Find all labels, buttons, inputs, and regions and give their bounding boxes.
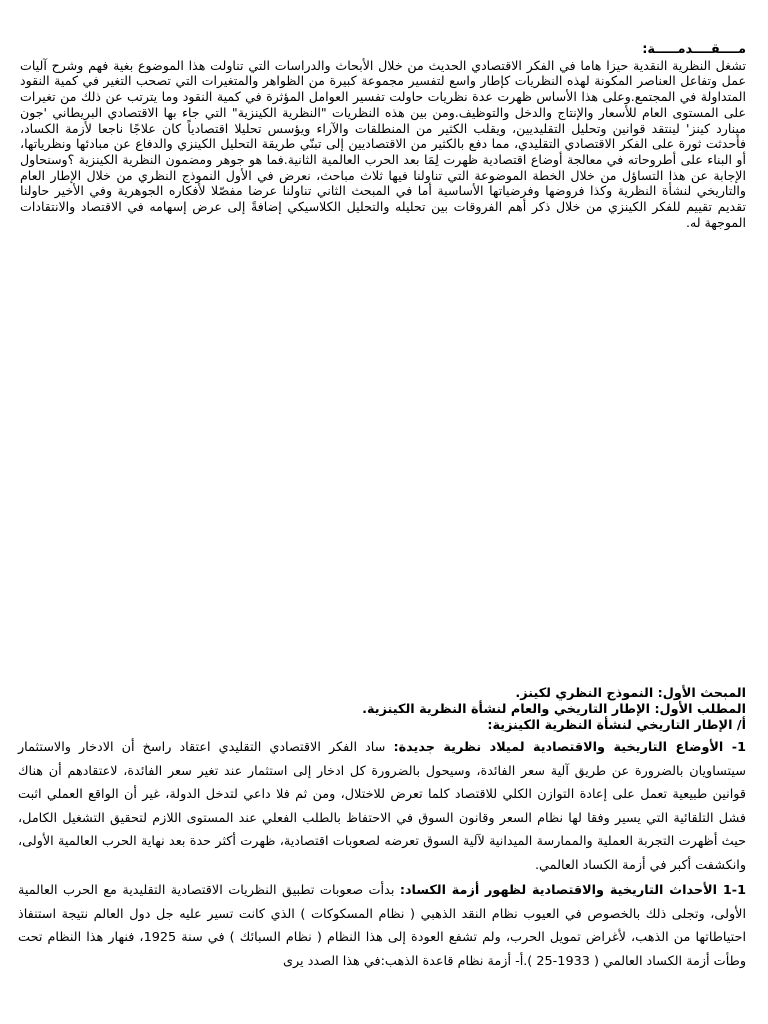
introduction-paragraph: تشغل النظرية النقدية حيزا هاما في الفكر الاقتصادي الحديث من خلال الأبحاث والدراسات التي تناولت هذا الموضوع بغية فهم وشرح آليات عمل وتفاعل العناصر المكونة لهذه النظريات كإطار واسع لتفسير مجموعة كبيرة من الظواهر والمتغيرات التي تصحب التغير في كمية النقود المتداولة في المجتمع.وعلى هذا الأساس ظهرت عدة نظريات حاولت تفسير العوامل المؤثرة في كمية النقود وما يترتب عن ذلك من تغيرات على المستوى العام للأسعار والإنتاج والدخل والتوظيف.ومن بين هذه النظريات "النظرية الكينزية" التي جاء بها الاقتصادي البريطاني 'جون مينارد كينز' لينتقد قوانين وتحليل التقليديين، ويقلب الكثير من المنطلقات والآراء ويؤسس تحليلا اقتصادياً كان علاجًا ناجعا لأزمة الكساد، فأحدثت ثورة على الفكر الاقتصادي التقليدي، مما دفع بالكثير من الاقتصاديين إلى تبنّي طريقة التحليل الكينزي والدفاع عن مبادئها ونظرياتها، أو البناء على أطروحاته في معالجة أوضاع اقتصادية ظهرت لِمَا بعد الحرب العالمية الثانية.فما هو جوهر ومضمون النظرية الكينزية ؟وسنحاول الإجابة عن هذا التساؤل من خلال الخطة الموضوعة التي تناولنا فيها ثلاث مباحث، نعرض في الأول النموذج النظري من خلال الإطار العام والتاريخي لنشأة النظرية وكذا فروضها وفرضياتها الأساسية أما في المبحث الثاني تناولنا عرضا مفصّلا لأفكاره الجوهرية وفي الأخير حاولنا تقديم تقييم للفكر الكينزي من خلال ذكر أهم الفروقات بين تحليله والتحليل الكلاسيكي إضافةً إلى عرض إسهامه في الاقتصاد والانتقادات الموجهة له. [20,57,746,230]
paragraph-text: بدأت صعوبات تطبيق النظريات الاقتصادية التقليدية مع الحرب العالمية الأولى، وتجلى ذلك بالخصوص في العيوب نظام النقد الذهبي ( نظام المسكوكات ) الذي كانت تسير عليه جل دول العالم نتيجة استنفاذ احتياطاتها من الذهب، لأغراض تمويل الحرب، ولم تشفع العودة إلى هذا النظام ( نظام السبائك ) في سنة 1925، فنهار هذا النظام تحت وطأت أزمة الكساد العالمي ( 1933-25 ).أ- أزمة نظام قاعدة الذهب:في هذا الصدد يرى [18,883,746,969]
paragraph-lead: 1-1 الأحداث التاريخية والاقتصادية لظهور أزمة الكساد: [399,883,746,898]
section-block [18,686,746,973]
introduction-title: مــــقــــدمـــــة: [642,42,746,57]
chapter-heading: المبحث الأول: النموذج النظري لكينز. [515,686,746,701]
paragraph-text: ساد الفكر الاقتصادي التقليدي اعتقاد راسخ أن الادخار والاستثمار سيتساويان بالضرورة عن طريق آلية سعر الفائدة، وسيحول بالضرورة كل ادخار إلى استثمار عند تغير سعر الفائدة، لاعتقادهم أن هناك قوانين طبيعية تعمل على إعادة التوازن الكلي للاقتصاد كلما تعرض للاختلال، ومن ثم فلا داعي لتدخل الدولة، غير أن الواقع العملي اثبت فشل التلقائية التي يسير وفقا لها نظام السعر وقانون السوق في الاحتفاظ بالطلب الفعلي عند المستوى اللازم لتحقيق التشغيل الكامل، حيث أظهرت التجربة العملية والممارسة الميدانية لآلية السوق تعرضه لصعوبات اقتصادية، ظهرت أكثر حدة بعد نهاية الحرب العالمية الأولى، وانكشفت أكبر في أزمة الكساد العالمي. [18,740,746,873]
paragraph-historical-conditions [18,736,746,877]
introduction-block [20,42,746,230]
paragraph-lead: 1- الأوضاع التاريخية والاقتصادية لميلاد نظرية جديدة: [393,740,746,755]
subsection-heading: المطلب الأول: الإطار التاريخي والعام لنشأة النظرية الكينزية. [362,702,746,717]
paragraph-depression-events [18,879,746,973]
sub-subsection-heading: أ/ الإطار التاريخي لنشأة النظرية الكينزية: [487,718,746,733]
